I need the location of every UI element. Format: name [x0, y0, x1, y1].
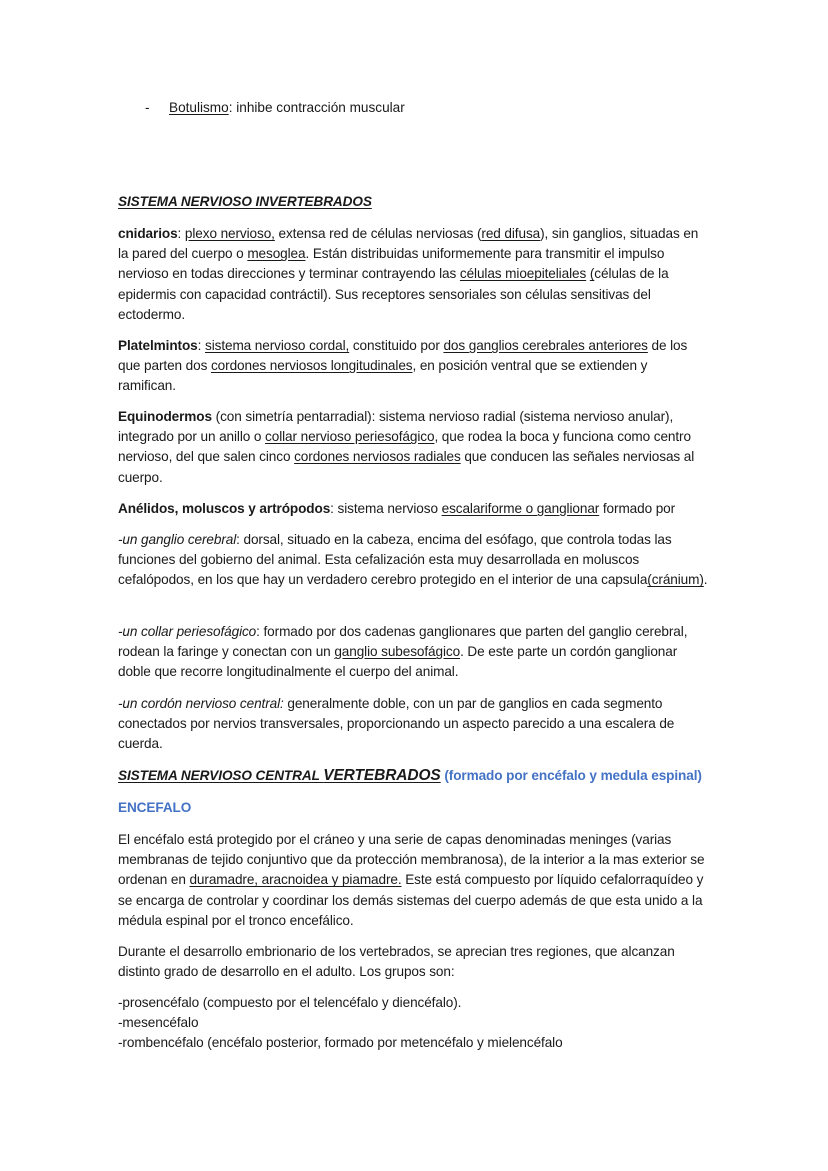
term: células mioepiteliales: [459, 266, 587, 282]
paragraph-cordon: [118, 694, 708, 755]
label-collar: -un collar periesofágico: [118, 624, 257, 639]
term: ganglio subesofágico: [334, 644, 461, 660]
text: Este está compuesto por líquido cefalorraquídeo y se encarga de controlar y coordinar los demás sistemas del cuerpo además de que esta unido a la médula espinal por el tronco encefálico.: [118, 872, 704, 928]
paragraph-cnidarios: [118, 224, 708, 325]
term: cordones nerviosos longitudinales: [210, 358, 413, 374]
list-item: -prosencéfalo (compuesto por el telencéfalo y diencéfalo).: [118, 995, 462, 1010]
paragraph-encefalo: [118, 830, 708, 931]
paragraph-collar: [118, 622, 708, 683]
text: : sistema nervioso: [330, 501, 442, 516]
paragraph-desarrollo: Durante el desarrollo embrionario de los vertebrados, se aprecian tres regiones, que alcanzan distinto grado de desarrollo en el adulto. Los grupos son:: [118, 944, 675, 980]
term: plexo nervioso,: [184, 226, 275, 241]
heading-invertebrados: SISTEMA NERVIOSO INVERTEBRADOS: [118, 194, 372, 209]
term: sistema nervioso cordal,: [205, 338, 350, 353]
term: cordones nerviosos radiales: [294, 449, 461, 465]
label-equinodermos: Equinodermos: [118, 409, 212, 424]
term: (cránium): [647, 572, 704, 588]
bullet-text: : inhibe contracción muscular: [228, 100, 405, 115]
label-ganglio-cerebral: -un ganglio cerebral: [118, 532, 237, 547]
text: ), sin ganglios, situadas en la pared del cuerpo o: [118, 226, 699, 262]
term: duramadre, aracnoidea y piamadre.: [189, 872, 402, 888]
text: .: [703, 572, 708, 588]
list-item: -rombencéfalo (encéfalo posterior, formado por metencéfalo y mielencéfalo: [118, 1035, 563, 1051]
text: : formado por dos cadenas ganglionares que parten del ganglio cerebral, rodean la faringe y conectan con un: [118, 624, 688, 660]
text: :: [197, 338, 205, 353]
text: que conducen las señales nerviosas al cuerpo.: [118, 449, 695, 485]
label-anelidos: Anélidos, moluscos y artrópodos: [118, 501, 331, 516]
text: . De este parte un cordón ganglionar doble que recorre longitudinalmente el cuerpo del animal.: [118, 644, 678, 680]
term: (: [589, 266, 595, 282]
text: El encéfalo está protegido por el cráneo y una serie de capas denominadas meninges (varias membranas de tejido conjuntivo que da protección membranosa), de la interior a la mas exterior se ordenan en: [118, 832, 705, 888]
heading-vertebrados-main: SISTEMA NERVIOSO CENTRAL: [118, 768, 324, 783]
term: mesoglea: [247, 246, 306, 262]
text: : dorsal, situado en la cabeza, encima del esófago, que controla todas las funciones del gobierno del animal. Esta cefalización esta muy desarrollada en moluscos cefalópodos, en los que hay un verdadero cerebro protegido en el interior de una capsula: [118, 532, 672, 588]
paragraph-platelmintos: [118, 336, 708, 397]
bullet-dash: -: [145, 100, 150, 115]
paragraph-equinodermos: [118, 407, 708, 488]
term: dos ganglios cerebrales anteriores: [443, 338, 648, 353]
text: constituido por: [349, 338, 444, 353]
text: formado por: [599, 501, 676, 516]
term: escalariforme o ganglionar: [441, 501, 600, 516]
text: . Están distribuidas uniformemente para transmitir el impulso nervioso en todas direcciones y terminar contrayendo las: [118, 246, 665, 282]
text: (con simetría pentarradial): sistema nervioso radial (sistema nervioso anular), integrado por un anillo o: [118, 409, 674, 445]
text: generalmente doble, con un par de ganglios en cada segmento conectados por nervios transversales, proporcionando un aspecto parecido a una escalera de cuerda.: [118, 696, 675, 752]
label-cnidarios: cnidarios: [118, 226, 178, 241]
bullet-botulismo: [145, 98, 405, 118]
heading-encefalo: ENCEFALO: [118, 800, 192, 815]
text: de los que parten dos: [118, 338, 688, 374]
list-regiones: [118, 993, 718, 1054]
paragraph-anelidos: [118, 499, 708, 519]
heading-vertebrados-subtitle: (formado por encéfalo y medula espinal): [440, 768, 702, 783]
text: , que rodea la boca y funciona como centro nervioso, del que salen cinco: [118, 429, 691, 465]
heading-vertebrados-word: VERTEBRADOS: [323, 767, 441, 784]
term: red difusa: [481, 226, 541, 241]
paragraph-ganglio-cerebral: [118, 530, 708, 591]
text: :: [177, 226, 185, 241]
term: collar nervioso periesofágico: [265, 429, 435, 445]
label-platelmintos: Platelmintos: [118, 338, 198, 353]
text: extensa red de células nerviosas (: [274, 226, 482, 241]
term-botulismo: Botulismo: [169, 100, 229, 115]
text: células de la epidermis con capacidad contráctil). Sus receptores sensoriales son células sensitivas del ectodermo.: [118, 266, 669, 322]
label-cordon: -un cordón nervioso central:: [118, 696, 284, 711]
text: , en posición ventral que se extienden y ramifican.: [118, 358, 648, 394]
list-item: -mesencéfalo: [118, 1015, 199, 1031]
heading-vertebrados: [118, 766, 718, 786]
